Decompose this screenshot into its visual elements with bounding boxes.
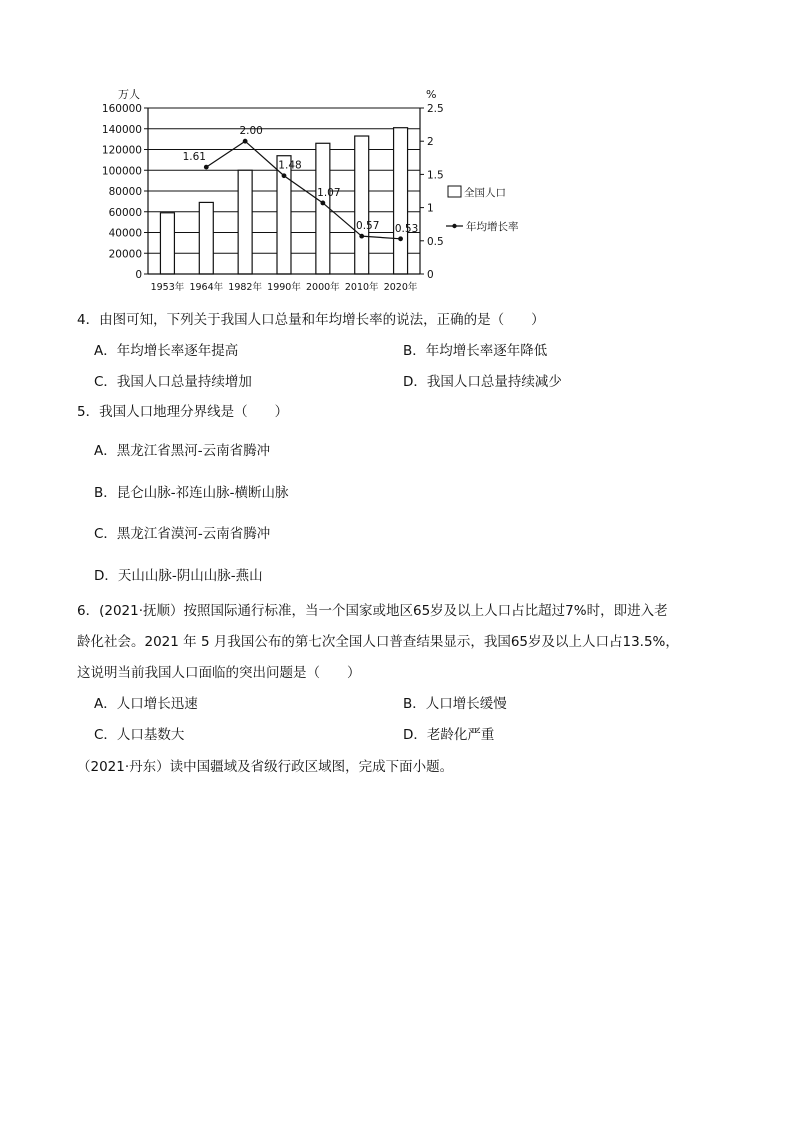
q5-option-a[interactable]: A．黑龙江省黑河-云南省腾冲 (94, 443, 271, 459)
left-axis-unit: 万人 (118, 88, 140, 101)
x-axis-tick-label: 2010年 (344, 282, 379, 293)
question-6-line-3: 这说明当前我国人口面临的突出问题是（ ） (77, 665, 361, 681)
growth-rate-label: 1.61 (182, 151, 206, 164)
q5-option-b[interactable]: B．昆仑山脉-祁连山脉-横断山脉 (94, 485, 289, 501)
right-axis-tick-label: 0.5 (427, 235, 444, 248)
population-bar (316, 143, 330, 274)
population-bar (238, 170, 252, 274)
growth-rate-label: 0.57 (356, 220, 380, 233)
x-axis-tick-label: 1982年 (228, 282, 262, 293)
q6-option-b[interactable]: B．人口增长缓慢 (403, 696, 507, 712)
population-bar (355, 136, 369, 274)
right-axis-tick-label: 1.5 (427, 169, 444, 182)
left-axis-tick-label: 0 (135, 269, 142, 281)
q4-option-b[interactable]: B．年均增长率逐年降低 (403, 343, 548, 359)
left-axis-tick-label: 120000 (101, 144, 142, 157)
left-axis-tick-label: 80000 (108, 186, 142, 198)
x-axis-tick-label: 2020年 (383, 282, 418, 293)
growth-rate-point (398, 236, 403, 241)
map-question-intro: （2021·丹东）读中国疆域及省级行政区域图，完成下面小题。 (77, 759, 454, 775)
q5-option-c[interactable]: C．黑龙江省漠河-云南省腾冲 (94, 526, 271, 542)
right-axis-unit: % (426, 88, 437, 101)
q6-option-c[interactable]: C．人口基数大 (94, 727, 185, 743)
growth-rate-label: 1.07 (317, 186, 341, 199)
q6-option-a[interactable]: A．人口增长迅速 (94, 696, 198, 712)
q6-option-d[interactable]: D．老龄化严重 (403, 727, 495, 743)
growth-rate-label: 0.53 (394, 222, 419, 235)
growth-rate-point (359, 234, 364, 239)
left-axis-tick-label: 20000 (108, 248, 142, 261)
growth-rate-point (243, 139, 248, 144)
legend-bar-label: 全国人口 (464, 187, 506, 199)
legend-line-marker (452, 224, 456, 228)
left-axis-tick-label: 140000 (101, 123, 142, 136)
q4-option-d[interactable]: D．我国人口总量持续减少 (403, 374, 562, 390)
population-bar (394, 128, 408, 274)
chart-tick-labels (102, 103, 444, 293)
question-5-stem: 5．我国人口地理分界线是（ ） (77, 404, 289, 420)
left-axis-tick-label: 160000 (101, 103, 142, 115)
right-axis-tick-label: 2.5 (427, 103, 444, 115)
x-axis-tick-label: 1953年 (150, 282, 185, 293)
left-axis-tick-label: 60000 (108, 206, 142, 219)
growth-rate-line (183, 125, 419, 241)
x-axis-tick-label: 1990年 (267, 282, 301, 293)
population-bar (160, 213, 174, 274)
population-chart (100, 88, 560, 298)
growth-rate-label: 2.00 (239, 125, 263, 138)
growth-rate-point (282, 173, 287, 178)
legend (446, 186, 519, 233)
question-6-line-2: 龄化社会。2021 年 5 月我国公布的第七次全国人口普查结果显示，我国65岁及以上人口占13.5%， (77, 634, 679, 650)
growth-rate-point (204, 165, 209, 170)
q5-option-d[interactable]: D．天山山脉-阴山山脉-燕山 (94, 568, 263, 584)
q4-option-a[interactable]: A．年均增长率逐年提高 (94, 343, 239, 359)
question-6-line-1: 6．(2021·抚顺）按照国际通行标准，当一个国家或地区65岁及以上人口占比超过7%时，即进入老 (77, 603, 668, 619)
right-axis-tick-label: 1 (427, 202, 434, 215)
q4-option-c[interactable]: C．我国人口总量持续增加 (94, 374, 252, 390)
left-axis-tick-label: 100000 (101, 165, 142, 178)
legend-line-label: 年均增长率 (466, 221, 519, 233)
question-4-stem: 4．由图可知，下列关于我国人口总量和年均增长率的说法，正确的是（ ） (77, 312, 545, 328)
x-axis-tick-label: 1964年 (189, 282, 224, 293)
right-axis-tick-label: 2 (427, 136, 434, 149)
legend-bar-swatch (448, 186, 461, 197)
right-axis-tick-label: 0 (427, 269, 434, 281)
population-bar (199, 202, 213, 274)
x-axis-tick-label: 2000年 (306, 282, 340, 293)
growth-rate-label: 1.48 (278, 159, 302, 172)
left-axis-tick-label: 40000 (108, 227, 142, 240)
growth-rate-point (320, 201, 325, 206)
